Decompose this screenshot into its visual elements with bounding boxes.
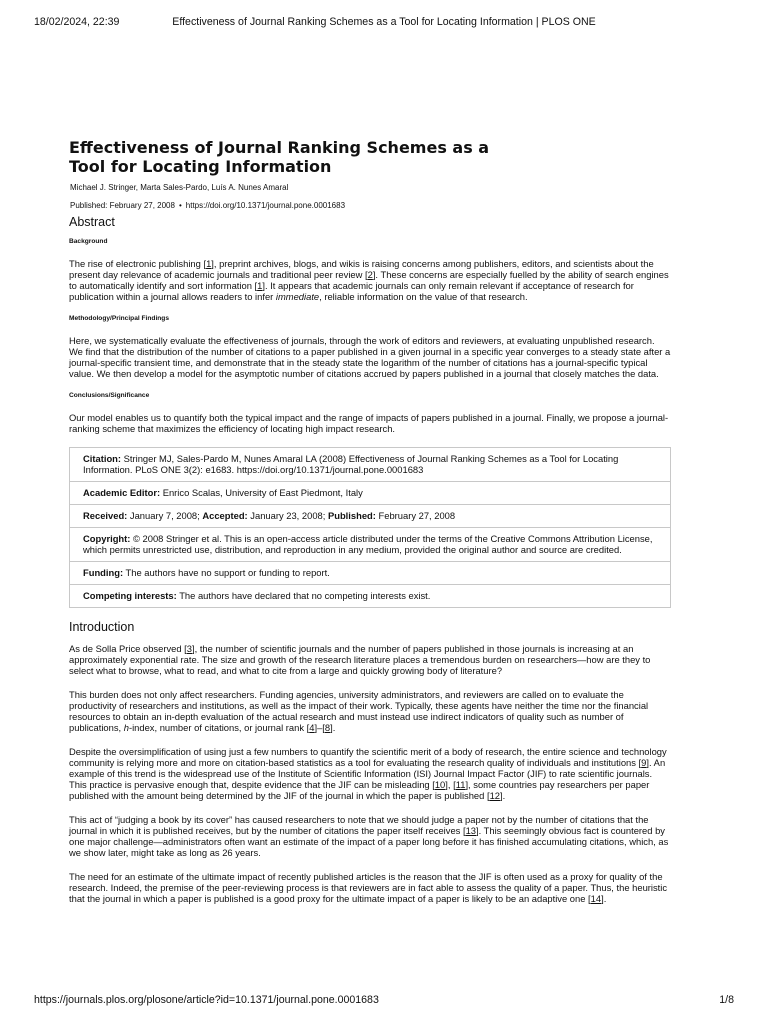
published-date: Published: February 27, 2008: [70, 201, 175, 210]
reference-link[interactable]: 2: [367, 269, 373, 280]
doi-link[interactable]: https://doi.org/10.1371/journal.pone.0001683: [185, 201, 346, 210]
intro-paragraph: Despite the oversimplification of using just a few numbers to quantify the scientific merit of a body of research, the entire science and technology community is relying more and more on citation-based statistics as a tool for evaluating the research quality of individuals and institutions [9]. An example of this trend is the widespread use of the Institute of Scientific Information (ISI) Journal Impact Factor (JIF) to rate scientific journals. This practice is pervasive enough that, despite evidence that the JIF can be misleading [10], [11], some countries pay researchers per paper published with the amount being determined by the JIF of the journal in which the paper is published [12].: [69, 746, 667, 801]
article-title: Effectiveness of Journal Ranking Schemes as a Tool for Locating Information: [69, 138, 490, 176]
intro-paragraph: The need for an estimate of the ultimate impact of recently published articles is the reason that the JIF is often used as a proxy for quality of the research. Indeed, the premise of the peer-reviewing process is that reviewers are in fact able to assess the quality of a paper. Thus, the heuristic that the journal in which a paper is published is a good proxy for the ultimate impact of a paper is likely to be an adaptive one [14].: [69, 871, 668, 904]
reference-link[interactable]: 11: [455, 779, 466, 790]
introduction-heading: Introduction: [69, 620, 135, 634]
reference-link[interactable]: 8: [324, 722, 331, 733]
article-content: [69, 138, 671, 917]
article-info-box: [69, 447, 671, 608]
reference-link[interactable]: 1: [257, 280, 263, 291]
reference-link[interactable]: 4: [309, 722, 315, 733]
abstract-heading: Abstract: [69, 215, 115, 229]
page-number: 1/8: [719, 994, 734, 1006]
citation-row: Citation: Stringer MJ, Sales-Pardo M, Nunes Amaral LA (2008) Effectiveness of Journal Ranking Schemes as a Tool for Locating Information. PLoS ONE 3(2): e1683. https://doi.org/10.1371/journal.pone.0001683: [70, 448, 670, 482]
academic-editor-row: Academic Editor: Enrico Scalas, University of East Piedmont, Italy: [70, 482, 670, 505]
copyright-row: Copyright: © 2008 Stringer et al. This is an open-access article distributed under the terms of the Creative Commons Attribution License, which permits unrestricted use, distribution, and reproduction in any medium, provided the original author and source are credited.: [70, 528, 670, 562]
reference-link[interactable]: 10: [434, 779, 446, 790]
reference-link[interactable]: 1: [206, 258, 212, 269]
conclusions-heading: Conclusions/Significance: [69, 392, 150, 399]
intro-paragraph: This burden does not only affect researchers. Funding agencies, university administrators, and reviewers are called on to evaluate the productivity of researchers and institutions, as well as the impact of their work. Typically, these agents have neither the time nor the financial resources to obtain an in-depth evaluation of the actual research and must instead use indirect indicators of quality such as number of publications, h-index, number of citations, or journal rank [4]–[8].: [69, 689, 649, 733]
reference-link[interactable]: 9: [641, 757, 647, 768]
print-url: https://journals.plos.org/plosone/article?id=10.1371/journal.pone.0001683: [34, 994, 379, 1006]
funding-row: Funding: The authors have no support or funding to report.: [70, 562, 670, 585]
background-paragraph: The rise of electronic publishing [1], preprint archives, blogs, and wikis is raising concerns among publishers, editors, and scientists about the present day relevance of academic journals and traditional peer review [2]. These concerns are especially fuelled by the ability of search engines to automatically identify and sort information [1]. It appears that academic journals can only remain relevant if acceptance of research for publication within a journal allows readers to infer immediate, reliable information on the value of that research.: [69, 258, 669, 302]
methodology-paragraph: Here, we systematically evaluate the effectiveness of journals, through the work of editors and reviewers, at evaluating unpublished research. We find that the distribution of the number of citations to a paper published in a given journal in a specific year converges to a steady state after a journal-specific transient time, and demonstrate that in the steady state the logarithm of the number of citations has a journal-specific typical value. We then develop a model for the asymptotic number of citations accrued by papers published in a journal that closely matches the data.: [69, 335, 671, 379]
bullet-separator: •: [178, 201, 182, 210]
author-link[interactable]: Luís A. Nunes Amaral: [211, 183, 289, 192]
author-list: [70, 183, 671, 192]
author-link[interactable]: Marta Sales-Pardo,: [140, 183, 210, 192]
methodology-heading: Methodology/Principal Findings: [69, 315, 170, 322]
background-heading: Background: [69, 238, 108, 245]
dates-row: Received: January 7, 2008; Accepted: January 23, 2008; Published: February 27, 2008: [70, 505, 670, 528]
reference-link[interactable]: 14: [590, 893, 602, 904]
intro-paragraph: This act of “judging a book by its cover” has caused researchers to note that we should judge a paper not by the number of citations that the journal in which it is published receives, but by the number of citations the paper itself receives [13]. This seemingly obvious fact is countered by one major challenge—administrators often want an estimate of the impact of a paper long before it has finished accumulating citations, which, as we show later, might take as long as 26 years.: [69, 814, 669, 858]
reference-link[interactable]: 3: [186, 643, 192, 654]
competing-interests-row: Competing interests: The authors have declared that no competing interests exist.: [83, 590, 431, 601]
reference-link[interactable]: 12: [489, 790, 501, 801]
publication-info: [70, 201, 671, 210]
intro-paragraph: As de Solla Price observed [3], the number of scientific journals and the number of papers published in those journals is increasing at an approximately exponential rate. The size and growth of the research literature places a tremendous burden on researchers—how are they to select what to browse, what to read, and what to cite from a large and quickly growing body of literature?: [69, 643, 651, 676]
print-page-title: Effectiveness of Journal Ranking Schemes as a Tool for Locating Information | PLOS ONE: [172, 16, 596, 28]
author-link[interactable]: Michael J. Stringer,: [70, 183, 139, 192]
print-date: 18/02/2024, 22:39: [34, 16, 120, 28]
conclusions-paragraph: Our model enables us to quantify both the typical impact and the range of impacts of papers published in a journal. Finally, we propose a journal-ranking scheme that maximizes the efficiency of locating high impact research.: [69, 412, 669, 434]
reference-link[interactable]: 13: [465, 825, 476, 836]
